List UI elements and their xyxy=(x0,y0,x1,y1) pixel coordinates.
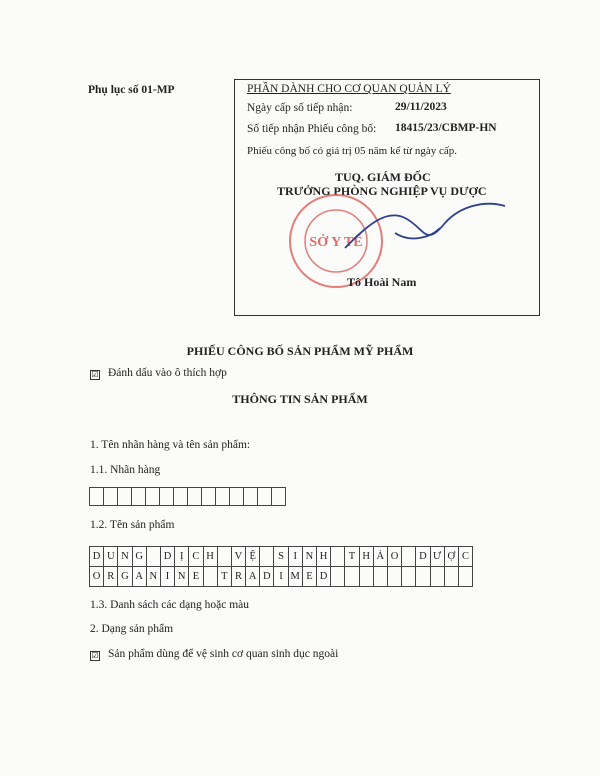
grid-cell xyxy=(118,488,132,505)
question-1: 1. Tên nhãn hàng và tên sản phẩm: xyxy=(90,439,251,451)
grid-cell: T xyxy=(218,567,232,586)
grid-cell: D xyxy=(90,547,104,566)
grid-cell xyxy=(258,488,272,505)
grid-cell: N xyxy=(175,567,189,586)
question-1-3-variants: 1.3. Danh sách các dạng hoặc màu xyxy=(90,599,250,611)
grid-cell xyxy=(331,547,345,566)
grid-cell: N xyxy=(147,567,161,586)
signer-title-line2: TRƯỞNG PHÒNG NGHIỆP VỤ DƯỢC xyxy=(277,184,487,198)
product-type-option: ☑ Sản phẩm dùng để vệ sinh cơ quan sinh dục ngoài xyxy=(91,648,339,660)
grid-cell xyxy=(374,567,388,586)
grid-cell: O xyxy=(90,567,104,586)
checkbox-checked-icon: ☑ xyxy=(91,651,99,660)
grid-cell xyxy=(160,488,174,505)
grid-cell: E xyxy=(189,567,203,586)
grid-cell: C xyxy=(189,547,203,566)
grid-cell xyxy=(218,547,232,566)
grid-cell xyxy=(216,488,230,505)
product-name-row-2 xyxy=(90,567,472,587)
grid-cell: A xyxy=(246,567,260,586)
grid-cell: I xyxy=(161,567,175,586)
receipt-number-label: Số tiếp nhận Phiếu công bố: xyxy=(247,123,377,135)
admin-section-box xyxy=(234,79,540,316)
grid-cell xyxy=(147,547,161,566)
validity-note: Phiếu công bố có giá trị 05 năm kể từ ngày cấp. xyxy=(247,145,458,157)
grid-cell xyxy=(431,567,445,586)
grid-cell: Ả xyxy=(374,547,388,566)
section-title: THÔNG TIN SẢN PHẨM xyxy=(232,392,368,406)
grid-cell xyxy=(204,567,218,586)
grid-cell: E xyxy=(303,567,317,586)
grid-cell: D xyxy=(260,567,274,586)
grid-cell xyxy=(230,488,244,505)
grid-cell xyxy=(272,488,286,505)
grid-cell: I xyxy=(274,567,288,586)
question-1-1-brand: 1.1. Nhãn hàng xyxy=(90,464,161,476)
grid-cell xyxy=(445,567,459,586)
grid-cell xyxy=(260,547,274,566)
grid-cell: V xyxy=(232,547,246,566)
grid-cell: D xyxy=(416,547,430,566)
grid-cell: U xyxy=(104,547,118,566)
grid-cell: Ư xyxy=(431,547,445,566)
grid-cell: G xyxy=(118,567,132,586)
product-name-row-1 xyxy=(90,547,472,567)
grid-cell xyxy=(331,567,345,586)
brand-input-grid[interactable] xyxy=(89,487,286,506)
signature-icon xyxy=(335,188,515,258)
grid-cell: M xyxy=(289,567,303,586)
grid-cell xyxy=(402,547,416,566)
admin-section-heading: PHẦN DÀNH CHO CƠ QUAN QUẢN LÝ xyxy=(247,83,451,95)
grid-cell xyxy=(360,567,374,586)
grid-cell xyxy=(90,488,104,505)
mark-instruction: ☑ Đánh dấu vào ô thích hợp xyxy=(91,367,227,379)
grid-cell: N xyxy=(118,547,132,566)
grid-cell xyxy=(188,488,202,505)
grid-cell: I xyxy=(289,547,303,566)
grid-cell: O xyxy=(388,547,402,566)
product-name-grid[interactable] xyxy=(89,546,473,587)
grid-cell: Ị xyxy=(175,547,189,566)
grid-cell: R xyxy=(104,567,118,586)
signer-name: Tô Hoài Nam xyxy=(347,275,417,289)
grid-cell xyxy=(459,567,472,586)
grid-cell: H xyxy=(317,547,331,566)
grid-cell xyxy=(345,567,359,586)
grid-cell: D xyxy=(161,547,175,566)
svg-text:SỞ Y TẾ: SỞ Y TẾ xyxy=(309,235,363,250)
grid-cell xyxy=(202,488,216,505)
grid-cell xyxy=(402,567,416,586)
grid-cell: C xyxy=(461,551,469,562)
grid-cell xyxy=(416,567,430,586)
grid-cell: N xyxy=(303,547,317,566)
grid-cell: H xyxy=(360,547,374,566)
annex-label: Phụ lục số 01-MP xyxy=(88,84,175,96)
grid-cell: Ệ xyxy=(246,547,260,566)
grid-cell: S xyxy=(274,547,288,566)
receipt-date-label: Ngày cấp số tiếp nhận: xyxy=(247,102,353,114)
question-2-product-type: 2. Dạng sản phẩm xyxy=(90,623,174,635)
grid-cell xyxy=(388,567,402,586)
grid-cell: R xyxy=(232,567,246,586)
grid-cell: A xyxy=(133,567,147,586)
grid-cell: H xyxy=(204,547,218,566)
receipt-number-value: 18415/23/CBMP-HN xyxy=(395,122,497,134)
grid-cell: Ợ xyxy=(445,547,459,566)
grid-cell xyxy=(146,488,160,505)
grid-cell xyxy=(174,488,188,505)
grid-cell xyxy=(244,488,258,505)
receipt-date-value: 29/11/2023 xyxy=(395,101,447,113)
grid-cell: T xyxy=(345,547,359,566)
grid-cell: G xyxy=(133,547,147,566)
checkbox-checked-icon: ☑ xyxy=(91,370,99,379)
signer-title-line1: TUQ. GIÁM ĐỐC xyxy=(335,170,431,184)
grid-cell xyxy=(104,488,118,505)
grid-cell: D xyxy=(317,567,331,586)
form-title: PHIẾU CÔNG BỐ SẢN PHẨM MỸ PHẨM xyxy=(186,344,414,358)
grid-cell xyxy=(132,488,146,505)
question-1-2-product-name: 1.2. Tên sản phẩm xyxy=(90,519,175,531)
